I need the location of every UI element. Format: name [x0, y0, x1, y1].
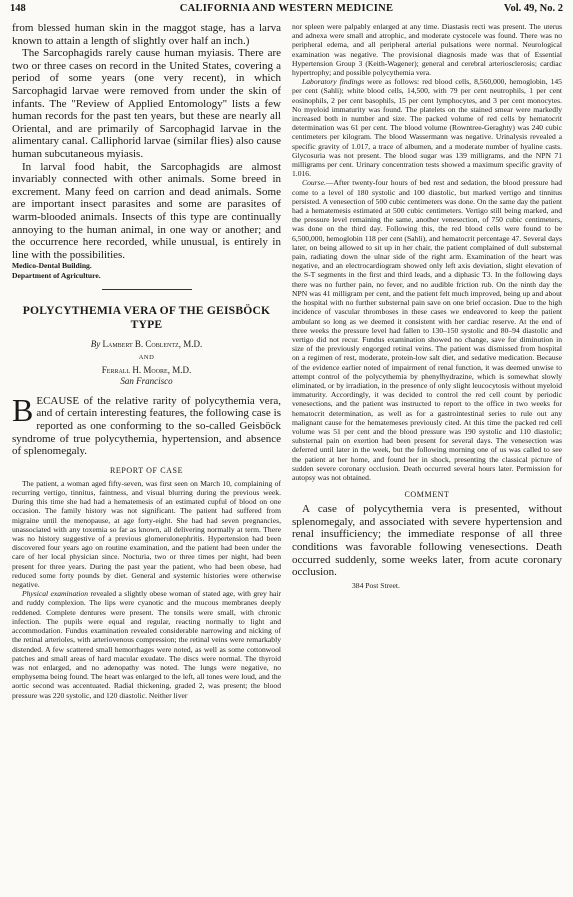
paragraph: Course.—After twenty-four hours of bed rest and sedation, the blood pressure had come to a level of 180 systolic and 100 diastolic, but marked vertigo and tinnitus persisted. A venesection of 500 cubic centimeters was done. On the same day the patient had a hematemesis estimated at 500 cubic centimeters. Vertigo still being marked, and the pressure level remaining the same, another venesection, of 750 cubic centimeters, was done on the third day. Following this, the red blood cells were found to be 6,500,000, hemoglobin 118 per cent (Sahli), and hematocrit percentage 47. Several days later, on being allowed to sit up in her chair, the patient complained of dull substernal pain, radiating down the ulnar side of the right arm. Examination of the heart was negative, and an electrocardiogram showed only left axis deviation, slight elevation of the S-T segments in the first and third leads, and a diphasic T3. In the following days there was no further pain, no fever, and no audible friction rub. On the ninth day the NPN was 41 milligram per cent, and the patient felt much improved, being up and about the hospital with no further substernal pain save on one brief occasion. Due to the high incidence of vascular thromboses in these cases we endeavored to keep the patient ambulant so long as we deemed it consistent with her cardiac reserve. At the end of three weeks the pressure level had fallen to 130–150 systolic and 80–94 diastolic and vertigo did not recur. Fundus examination showed no change, save for diminution in size of the previously engorged retinal veins. The patient was dismissed from hospital on a regimen of rest, moderate, protein-low salt diet, and sedative medication. Because of the evidence earlier noted of impairment of renal function, it was deemed unwise to attempt control of the polycythemia by phenylhydrazine, which is somewhat slowly eliminated, or by irradiation, in the presence of only slight leucocytosis without myeloid immaturity. Accordingly, it was decided to control the red cell count by periodic venesections, and the patient was instructed to report to the office in two weeks for hematocrit determination, as well as for a gastrointestinal series to rule out any malignant cause for the hematemeses previously cited. At this time the packed red cell volume was 51 per cent and the blood pressure was 190 systolic and 110 diastolic; substernal pain on exertion had been present for several days. The venesection was deferred until later in the week, but the following morning one of us was called to see the patient at her home, and found her in shock, presenting the classical picture of sudden severe coronary occlusion. Death occurred several hours later. Permission for autopsy was not obtained.	[292, 178, 562, 482]
section-heading: REPORT OF CASE	[109, 465, 184, 475]
paragraph: from blessed human skin in the maggot stage, has a larva known to attain a length of slightly over half an inch.)	[12, 22, 281, 47]
author-address-line: Medico-Dental Building.	[12, 261, 92, 271]
paragraph: A case of polycythemia vera is presented, without splenomegaly, and associated with severe hypertension and renal insufficiency; the immediate response of all three conditions was favorable following venesections. Death occurred suddenly, some weeks later, from acute coronary occlusion.	[292, 503, 562, 579]
article-title: POLYCYTHEMIA VERA OF THE GEISBÖCK TYPE	[22, 303, 271, 332]
left-column	[12, 22, 281, 892]
volume-issue: Vol. 49, No. 2	[503, 3, 563, 14]
section-divider	[102, 289, 192, 290]
author-address: 384 Post Street.	[352, 580, 400, 590]
section-heading: COMMENT	[404, 490, 450, 500]
running-header	[10, 3, 563, 19]
paragraph: In larval food habit, the Sarcophagids are almost invariably connected with other animals. Some breed in excrement. Many feed on carrion and dead animals. Some are important insect parasites and some are parasites of warm-blooded animals. Insects of this type are continually annoying to the human animal, in one way or another; and the occurrence here recorded, while unusual, is entirely in line with the possibilities.	[12, 160, 281, 261]
author-name: Lambert B. Coblentz, M.D.	[102, 338, 203, 349]
author-address-line: Department of Agriculture.	[12, 271, 101, 281]
paragraph: Physical examination revealed a slightly obese woman of stated age, with grey hair and ruddy complexion. The lips were cyanotic and the mucous membranes deeply reddened. Complete dentures were present. The tonsils were small, with chronic infection. The pupils were equal and regular, reacting normally to light and accommodation. Fundus examination revealed considerable narrowing and nicking of the retinal arterioles, with arteriovenous compression; the retinal veins were remarkably distended. A few scattered small hemorrhages were noted, as well as some cottonwool patches and small areas of hard macular exudate. The discs were normal. The thyroid was not enlarged, and no adenopathy was noted. The lungs were negative, no emphysema being found. The heart was enlarged to the left, all tones were loud, and the aortic second was accentuated. Radial thickening, graded 2, was present; the blood pressure was 220 systolic, and 120 diastolic. Neither liver	[12, 589, 281, 700]
author-city: San Francisco	[120, 375, 173, 386]
drop-cap: B	[12, 391, 34, 428]
paragraph: The patient, a woman aged fifty-seven, was first seen on March 10, complaining of recurring vertigo, tinnitus, faintness, and visual blurring during the previous week. During this time she had had a hematemesis of an estimated cupful of blood on one occasion. The family history was not significant. The patient had suffered from migraine until the menopause, at age forty-eight. She had had seven pregnancies, unassociated with any toxemia so far as known, all delivering normally at term. There was no history suggestive of a previous glomerulonephritis. Hypertension had been discovered four years ago on routine examination, and the patient had been under the care of her local physician since. Nocturia, two or three times per night, had been present for three years. During the past year the patient, who had been obese, had reduced some forty pounds by diet. General and systemic histories were otherwise negative.	[12, 478, 281, 590]
paragraph: Laboratory findings were as follows: red blood cells, 8,560,000, hemoglobin, 145 per cent (Sahli); white blood cells, 14,500, with 79 per cent neutrophils, 1 per cent eosinophils, 2 per cent basophils, 15 per cent lymphocytes, and 3 per cent monocytes. No myeloid immaturity was found. The platelets on the stained smear were markedly increased both in number and size. The packed volume of red cells by hematocrit determination was 61 per cent. The blood volume (Rowntree-Geraghty) was 240 cubic centimeters per kilogram. The blood Wassermann was negative. Urinalysis revealed a specific gravity of 1.017, a trace of albumen, and a moderate number of hyaline casts. Glycosuria was not present. The blood sugar was 139 milligrams, and the NPN 71 milligrams per cent. Urinary concentration tests showed a maximum specific gravity of 1.016.	[292, 77, 562, 179]
journal-title: CALIFORNIA AND WESTERN MEDICINE	[179, 3, 394, 14]
paragraph: nor spleen were palpably enlarged at any time. Diastasis recti was present. The uterus and adnexa were small and atrophic, and moderate cystocele was found. There was no peripheral edema, and all peripheral arterial pulsations were normal. Neurological examination was negative. The provisional diagnosis made was that of Essential Hypertension Group 3 (Keith-Wagener); general and cerebral arteriosclerosis; cardiac hypertrophy; and possible polycythemia vera.	[292, 22, 562, 78]
page-number: 148	[10, 3, 26, 14]
paragraph: The Sarcophagids rarely cause human myiasis. There are two or three cases on record in the United States, covering a period of some years (one very recent), in which Sarcophagid larvae were removed from under the skin of infants. The "Review of Applied Entomology" lists a few human records for the past ten years, but these are nearly all Oriental, and are primarily of Sarcophagid larvae in the alimentary canal. Calliphorid larvae (similar flies) also cause human subcutaneous myiasis.	[12, 47, 281, 160]
author-name: Ferrall H. Moore, M.D.	[101, 364, 192, 375]
right-column	[292, 22, 562, 892]
intro-paragraph: BECAUSE of the relative rarity of polycythemia vera, and of certain interesting features, the following case is reported as one conforming to the so-called Geisböck syndrome of true polycythemia, hypertension, and absence of splenomegaly.	[12, 391, 281, 458]
byline: By Lambert B. Coblentz, M.D. AND Ferrall H. Moore, M.D. San Francisco	[12, 339, 281, 387]
